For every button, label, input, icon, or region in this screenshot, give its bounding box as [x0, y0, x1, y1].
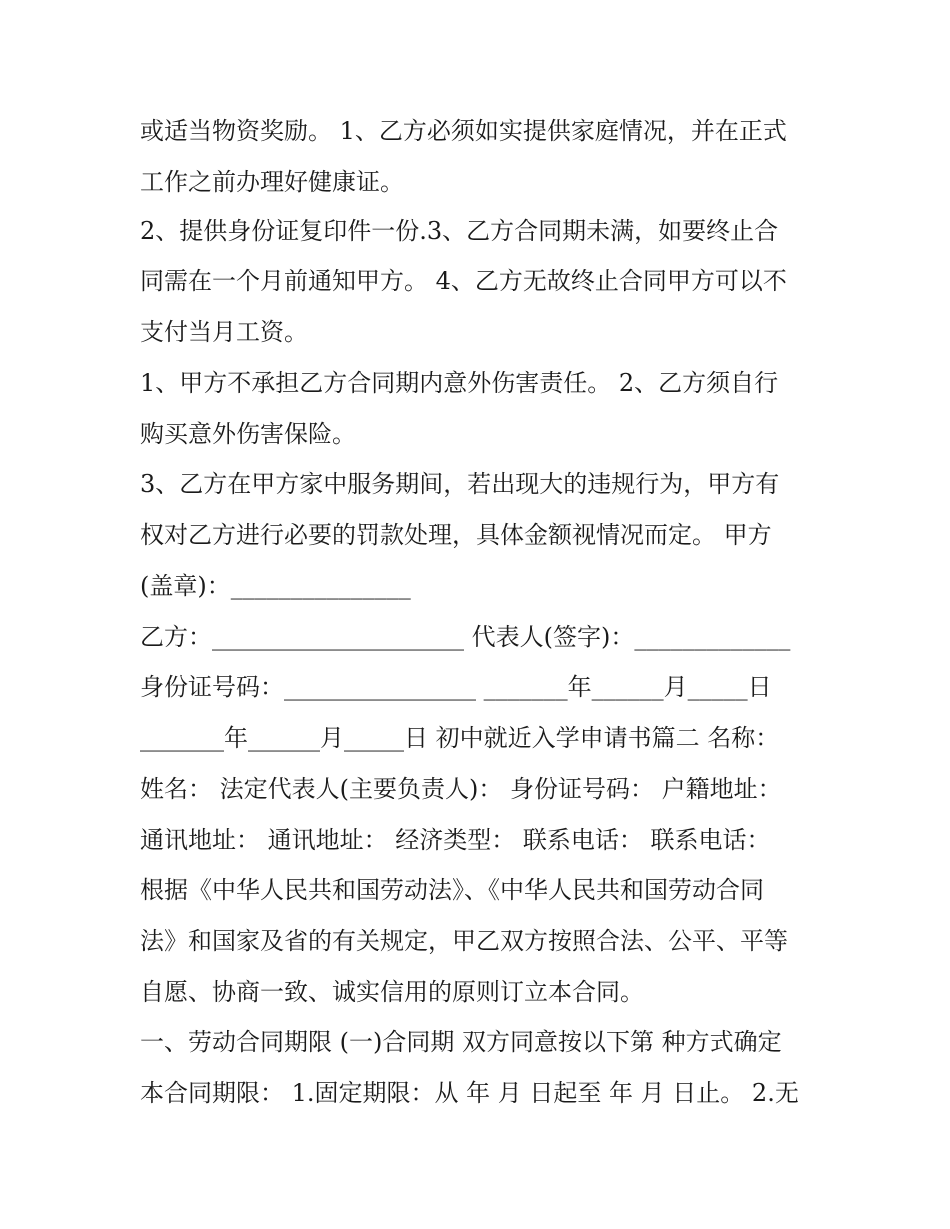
- text-line: 法》和国家及省的有关规定，甲乙双方按照合法、公平、平等: [140, 927, 788, 955]
- text-line: 1、甲方不承担乙方合同期内意外伤害责任。 2、乙方须自行: [140, 369, 779, 397]
- signature-line-party-a: (盖章)：_______________: [140, 572, 411, 600]
- text-line: 工作之前办理好健康证。: [140, 168, 404, 196]
- text-line: 同需在一个月前通知甲方。 4、乙方无故终止合同甲方可以不: [140, 267, 787, 295]
- date-line: _______年______月_____日 初中就近入学申请书篇二 名称：: [140, 724, 780, 752]
- text-line: 本合同期限： 1.固定期限：从 年 月 日起至 年 月 日止。 2.无: [140, 1079, 799, 1107]
- text-line: 权对乙方进行必要的罚款处理，具体金额视情况而定。 甲方: [140, 521, 772, 549]
- text-line: 自愿、协商一致、诚实信用的原则订立本合同。: [140, 978, 644, 1006]
- text-line: 根据《中华人民共和国劳动法》、《中华人民共和国劳动合同: [140, 876, 764, 904]
- text-line: 或适当物资奖励。 1、乙方必须如实提供家庭情况，并在正式: [140, 117, 787, 145]
- text-line: 购买意外伤害保险。: [140, 420, 356, 448]
- signature-line-party-b: 乙方：_____________________ 代表人(签字)：_____________: [140, 623, 791, 651]
- text-line: 支付当月工资。: [140, 318, 308, 346]
- field-labels-line: 通讯地址： 通讯地址： 经济类型： 联系电话： 联系电话：: [140, 826, 771, 854]
- text-line: 2、提供身份证复印件一份.3、乙方合同期未满，如要终止合: [140, 217, 779, 245]
- field-labels-line: 姓名： 法定代表人(主要负责人)： 身份证号码： 户籍地址：: [140, 775, 782, 803]
- id-number-line: 身份证号码：________________ _______年______月_____日: [140, 673, 772, 701]
- text-line: 3、乙方在甲方家中服务期间，若出现大的违规行为，甲方有: [140, 470, 780, 498]
- text-line: 一、劳动合同期限 (一)合同期 双方同意按以下第 种方式确定: [140, 1028, 782, 1056]
